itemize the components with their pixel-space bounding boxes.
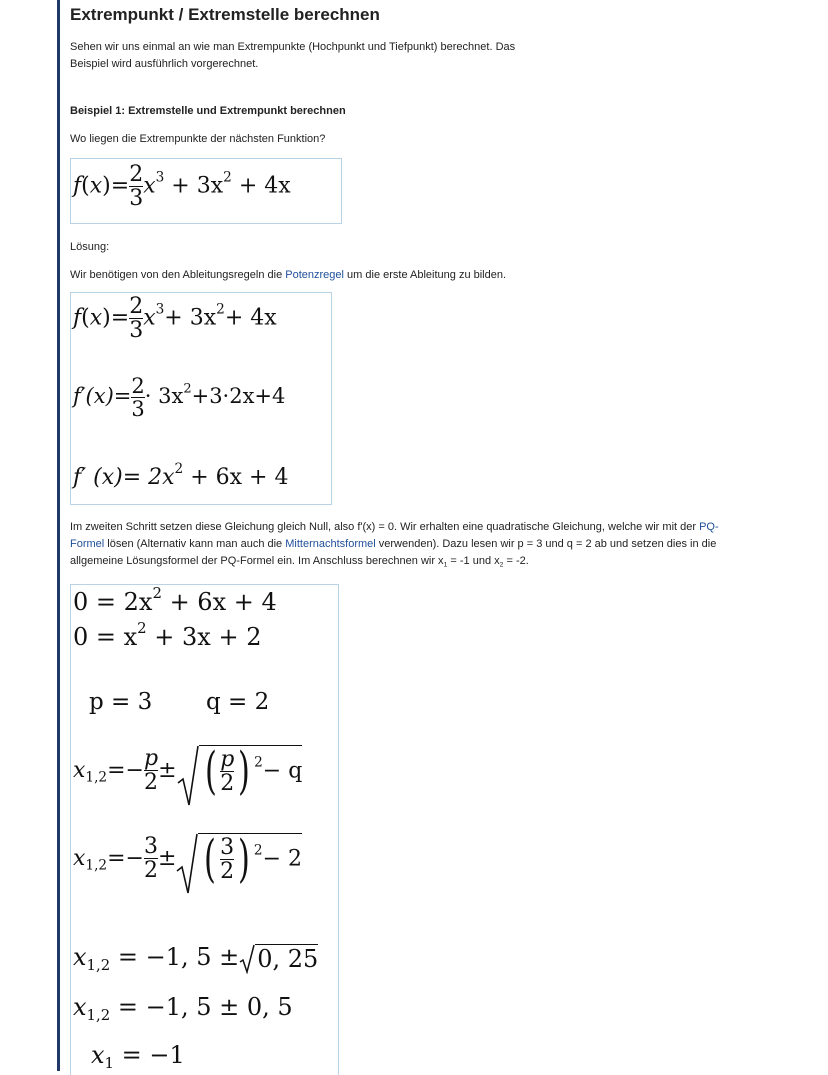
equation-line-1: $0 = 2x^2 + 6x + 4$ — [73, 584, 277, 616]
pq-step-result: $x_{1,2} = -1$, 5 ± 0, 5 — [73, 993, 293, 1025]
pq-formula-general: $x_{1,2}=-$ $\frac{p}{2}$ ± ( $\frac{p}{2}$ ) $^2$− q — [73, 745, 302, 797]
derivative-text: Wir benötigen von den Ableitungsregeln die Potenzregel um die erste Ableitung zu bilden. — [70, 269, 507, 281]
derivative-line-2: f′(x)= $\frac{2}{3}$ · $3x^2+3\cdot 2x+4$ — [73, 374, 286, 422]
potenzregel-link[interactable]: Potenzregel — [285, 269, 344, 281]
function-formula: f(x)= $\frac{2}{3}$ $x^3 + 3x^2 + 4x$ — [73, 162, 291, 212]
q-value: q = 2 — [206, 689, 270, 715]
equation-line-2: $0 = x^2 + 3x + 2$ — [73, 619, 262, 651]
derivative-box — [70, 292, 332, 505]
intro-paragraph: Sehen wir uns einmal an wie man Extrempunkte (Hochpunkt und Tiefpunkt) berechnet. Das Beispiel wird ausführlich vorgerechnet. — [70, 41, 516, 70]
solution-label: Lösung: — [70, 241, 110, 253]
pq-paragraph: Im zweiten Schritt setzen diese Gleichung gleich Null, also f'(x) = 0. Wir erhalten eine quadratische Gleichung, welche wir mit der PQ-Formel lösen (Alternativ kann man auch die Mitternachtsformel verwenden). Dazu lesen wir p = 3 und q = 2 ab und setzen dies in die allgemeine Lösungsformel der PQ-Formel ein. Im Anschluss berechnen wir $x_1 = -1$ und $x_2 = -2$. — [70, 521, 719, 569]
x1-result: $x_1 = -1$ — [91, 1041, 185, 1073]
pq-step-sqrt: $x_{1,2} = -1$, 5 ± 0, 25 — [73, 943, 319, 975]
mitternachtsformel-link[interactable]: Mitternachtsformel — [285, 538, 376, 550]
pq-formula-inserted: $x_{1,2}=-$ $\frac{3}{2}$ ± ( $\frac{3}{2}$ ) $^2$− 2 — [73, 833, 302, 885]
example-heading: Beispiel 1: Extremstelle und Extrempunkt berechnen — [70, 105, 346, 117]
derivative-result: f′ $(x)= 2x^2 + 6x + 4$ — [73, 461, 289, 490]
pq-formel-link[interactable]: PQ-Formel — [70, 521, 719, 550]
p-value: p = 3 — [89, 689, 153, 715]
function-box — [70, 158, 342, 224]
pq-box — [70, 584, 339, 1075]
page-title: Extrempunkt / Extremstelle berechnen — [70, 5, 380, 24]
left-border-line — [57, 0, 60, 1071]
derivative-line-1: f(x)= $\frac{2}{3}$ $x^3+ 3x^2+ 4x$ — [73, 294, 277, 344]
question-text: Wo liegen die Extrempunkte der nächsten Funktion? — [70, 133, 326, 145]
